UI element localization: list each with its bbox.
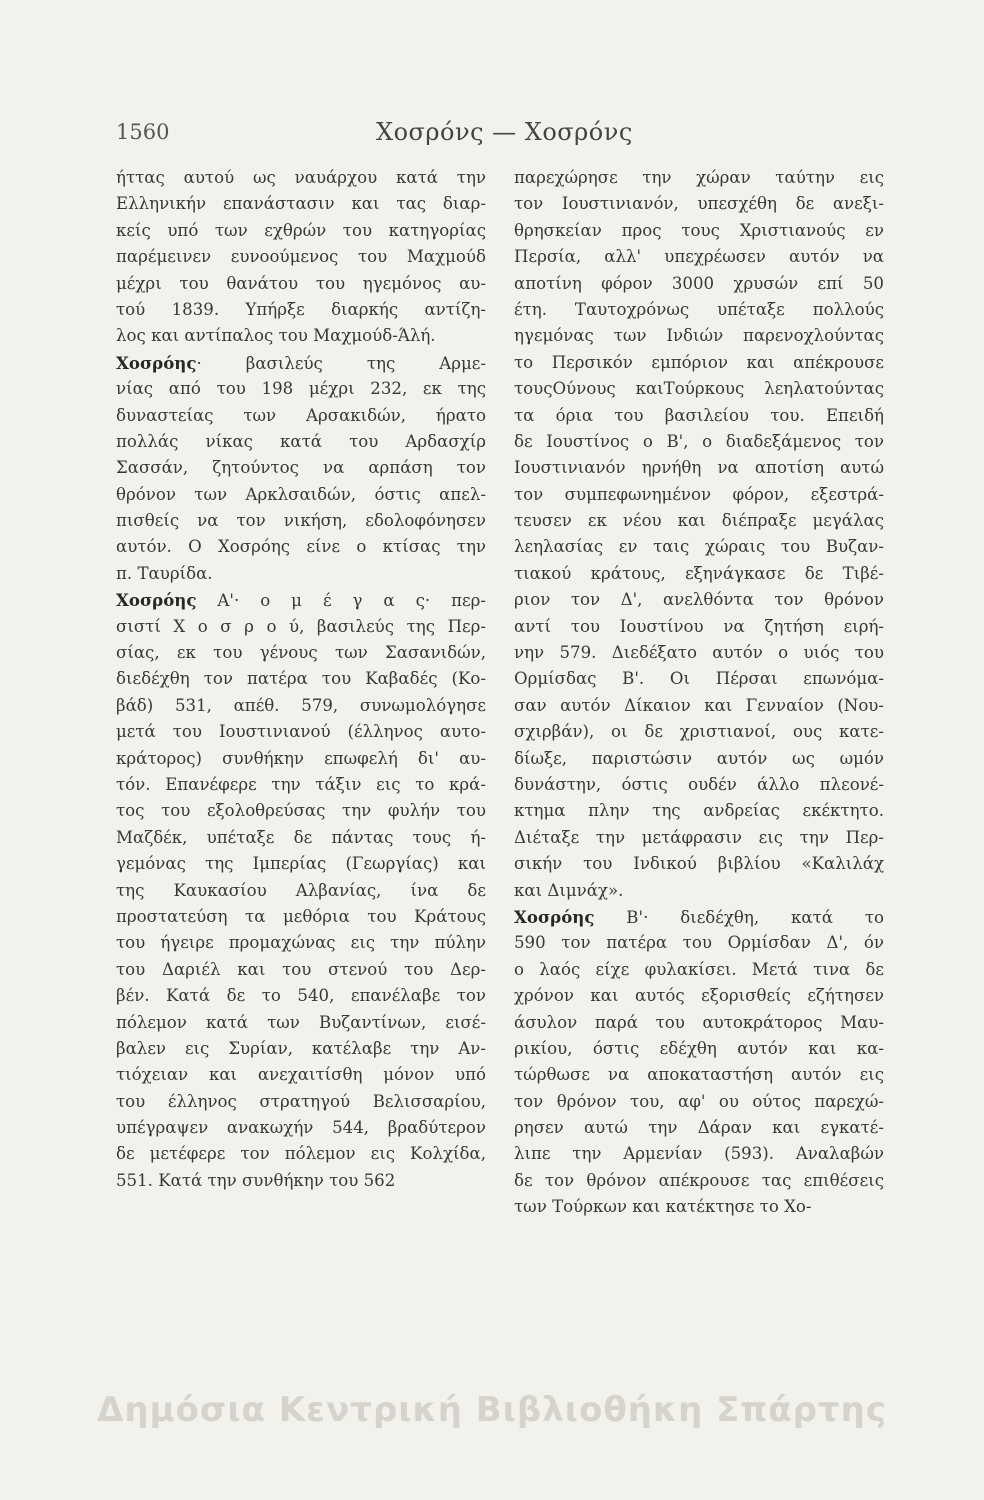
text-line: τώρθωσε να αποκαταστήση αυτόν εις (514, 1065, 884, 1085)
text-line: θρησκείαν προς τους Χριστιανούς εν (514, 220, 884, 240)
text-line: χρόνον και αυτός εξορισθείς εζήτησεν (514, 986, 884, 1006)
text-line: της Καυκασίου Αλβανίας, ίνα δε (116, 880, 486, 900)
text-line: πισθείς να τον νικήση, εδολοφόνησεν (116, 511, 486, 531)
text-line: σαν αυτόν Δίκαιον και Γενναίον (Νου- (514, 695, 884, 715)
text-line: αποτίνη φόρον 3000 χρυσών επί 50 (514, 273, 884, 293)
text-line: το Περσικόν εμπόριον και απέκρουσε (514, 352, 884, 372)
text-line: κράτορος) συνθήκην επωφελή δι' αυ- (116, 748, 486, 768)
text-line: τος του εξολοθρεύσας την φυλήν του (116, 801, 486, 821)
text-line: τιόχειαν και ανεχαιτίσθη μόνον υπό (116, 1065, 486, 1085)
text-line: άσυλον παρά του αυτοκράτορος Μαυ- (514, 1012, 884, 1032)
text-line: παρεχώρησε την χώραν ταύτην εις (514, 168, 884, 187)
text-line: ο λαός είχε φυλακίσει. Μετά τινα δε (514, 959, 884, 979)
text-line: Ιουστινιανόν ηρνήθη να αποτίση αυτώ (514, 458, 884, 478)
text-line: πολλάς νίκας κατά του Αρδασχίρ (116, 431, 486, 451)
text-line: λιπε την Αρμενίαν (593). Αναλαβών (514, 1144, 884, 1164)
text-line: μέχρι του θανάτου του ηγεμόνος αυ- (116, 273, 486, 293)
text-line: θρόνον των Αρκλσαιδών, όστις απελ- (116, 484, 486, 504)
text-line: 551. Κατά την συνθήκην του 562 (116, 1170, 396, 1190)
text-line: ηγεμόνας των Ινδιών παρενοχλούντας (514, 326, 884, 346)
text-line: δε Ιουστίνος ο Β', ο διαδεξάμενος τον (514, 431, 884, 451)
text-line: Σασσάν, ζητούντος να αρπάση τον (116, 458, 486, 478)
text-line: γεμόνας της Ιμπερίας (Γεωργίας) και (116, 854, 486, 874)
text-line: τουςΟύνους καιΤούρκους λεηλατούντας (514, 379, 884, 399)
text-line: τον θρόνον του, αφ' ου ούτος παρεχώ- (514, 1091, 884, 1111)
text-line: Διέταξε την μετάφρασιν εις την Περ- (514, 827, 884, 847)
text-line: δίωξε, παριστώσιν αυτόν ως ωμόν (514, 748, 884, 768)
text-line: αυτόν. Ο Χοσρόης είνε ο κτίσας την (116, 537, 486, 557)
entry-headword: Χοσρόης (116, 352, 197, 373)
text-line: προστατεύση τα μεθόρια του Κράτους (116, 906, 486, 926)
text-line: βαλεν εις Συρίαν, κατέλαβε την Αν- (116, 1038, 486, 1058)
text-line: νην 579. Διεδέξατο αυτόν ο υιός του (514, 643, 884, 663)
text-line: δυναστείας των Αρσακιδών, ήρατο (116, 405, 486, 425)
text-line: ήττας αυτού ως ναυάρχου κατά την (116, 168, 486, 187)
text-line: διεδέχθη τον πατέρα του Καβαδές (Κο- (116, 669, 486, 689)
text-line: τα όρια του βασιλείου του. Επειδή (514, 405, 884, 425)
text-line: αντί του Ιουστίνου να ζητήση ειρή- (514, 616, 884, 636)
text-line: βέν. Κατά δε το 540, επανέλαβε τον (116, 986, 486, 1006)
text-line: παρέμεινεν ευνοούμενος του Μαχμούδ (116, 247, 486, 267)
text-line: Χοσρόης Α'· ο μ έ γ α ς· περ- (116, 590, 486, 611)
text-line: δε τον θρόνον απέκρουσε τας επιθέσεις (514, 1170, 884, 1190)
text-line: σιστί Χ ο σ ρ ο ύ, βασιλεύς της Περ- (116, 616, 486, 636)
text-line: Περσία, αλλ' υπεχρέωσεν αυτόν να (514, 247, 884, 267)
text-line: του Δαριέλ και του στενού του Δερ- (116, 959, 486, 979)
text-line: και Διμνάχ». (514, 880, 624, 900)
text-line: Ελληνικήν επανάστασιν και τας διαρ- (116, 194, 486, 214)
text-line: 590 τον πατέρα του Ορμίσδαν Δ', όν (514, 933, 884, 953)
text-line: έτη. Ταυτοχρόνως υπέταξε πολλούς (514, 299, 884, 319)
entry-headword: Χοσρόης (116, 590, 197, 611)
text-line: π. Ταυρίδα. (116, 563, 213, 583)
left-column (116, 165, 486, 1194)
text-line: των Τούρκων και κατέκτησε το Χο- (514, 1197, 812, 1217)
text-line: του έλληνος στρατηγού Βελισσαρίου, (116, 1091, 486, 1111)
text-line: του ήγειρε προμαχώνας εις την πύλην (116, 933, 486, 953)
page-number: 1560 (116, 120, 170, 144)
text-line: μετά του Ιουστινιανού (έλληνος αυτο- (116, 722, 486, 742)
text-line: τιακού κράτους, εξηνάγκασε δε Τιβέ- (514, 563, 884, 583)
text-line: τευσεν εκ νέου και διέπραξε μεγάλας (514, 511, 884, 531)
running-head: Χοσρόνς — Χοσρόνς (376, 118, 633, 146)
page-header (116, 120, 876, 154)
text-line: ριον τον Δ', ανελθόντα τον θρόνον (514, 590, 884, 610)
text-line: δυνάστην, όστις ουδέν άλλο πλεονέ- (514, 774, 884, 794)
entry-headword: Χοσρόης (514, 906, 595, 927)
text-line: κείς υπό των εχθρών του κατηγορίας (116, 220, 486, 240)
text-line: Χοσρόης Β'· διεδέχθη, κατά το (514, 906, 884, 927)
text-line: λεηλασίας εν ταις χώραις του Βυζαν- (514, 537, 884, 557)
text-line: σίας, εκ του γένους των Σασανιδών, (116, 643, 486, 663)
text-line: Χοσρόης· βασιλεύς της Αρμε- (116, 352, 486, 373)
library-watermark: Δημόσια Κεντρική Βιβλιοθήκη Σπάρτης (97, 1390, 887, 1430)
text-line: σχιρβάν), οι δε χριστιανοί, ους κατε- (514, 722, 884, 742)
right-column (514, 165, 884, 1221)
text-line: σικήν του Ινδικού βιβλίου «Καλιλάχ (514, 854, 884, 874)
text-line: τού 1839. Υπήρξε διαρκής αντίζη- (116, 299, 486, 319)
text-line: πόλεμον κατά των Βυζαντίνων, εισέ- (116, 1012, 486, 1032)
text-line: νίας από του 198 μέχρι 232, εκ της (116, 379, 486, 399)
text-line: τον συμπεφωνημένον φόρον, εξεστρά- (514, 484, 884, 504)
text-line: λος και αντίπαλος του Μαχμούδ-Άλή. (116, 326, 436, 346)
text-line: δε μετέφερε τον πόλεμον εις Κολχίδα, (116, 1144, 486, 1164)
text-line: βάδ) 531, απέθ. 579, συνωμολόγησε (116, 695, 486, 715)
text-line: ρικίου, όστις εδέχθη αυτόν και κα- (514, 1038, 884, 1058)
text-line: κτημα πλην της ανδρείας εκέκτητο. (514, 801, 884, 821)
text-line: τον Ιουστινιανόν, υπεσχέθη δε ανεξι- (514, 194, 884, 214)
text-line: Ορμίσδας Β'. Οι Πέρσαι επωνόμα- (514, 669, 884, 689)
text-line: τόν. Επανέφερε την τάξιν εις το κρά- (116, 774, 486, 794)
text-line: υπέγραψεν ανακωχήν 544, βραδύτερον (116, 1118, 486, 1138)
text-line: ρησεν αυτώ την Δάραν και εγκατέ- (514, 1118, 884, 1138)
text-line: Μαζδέκ, υπέταξε δε πάντας τους ή- (116, 827, 486, 847)
